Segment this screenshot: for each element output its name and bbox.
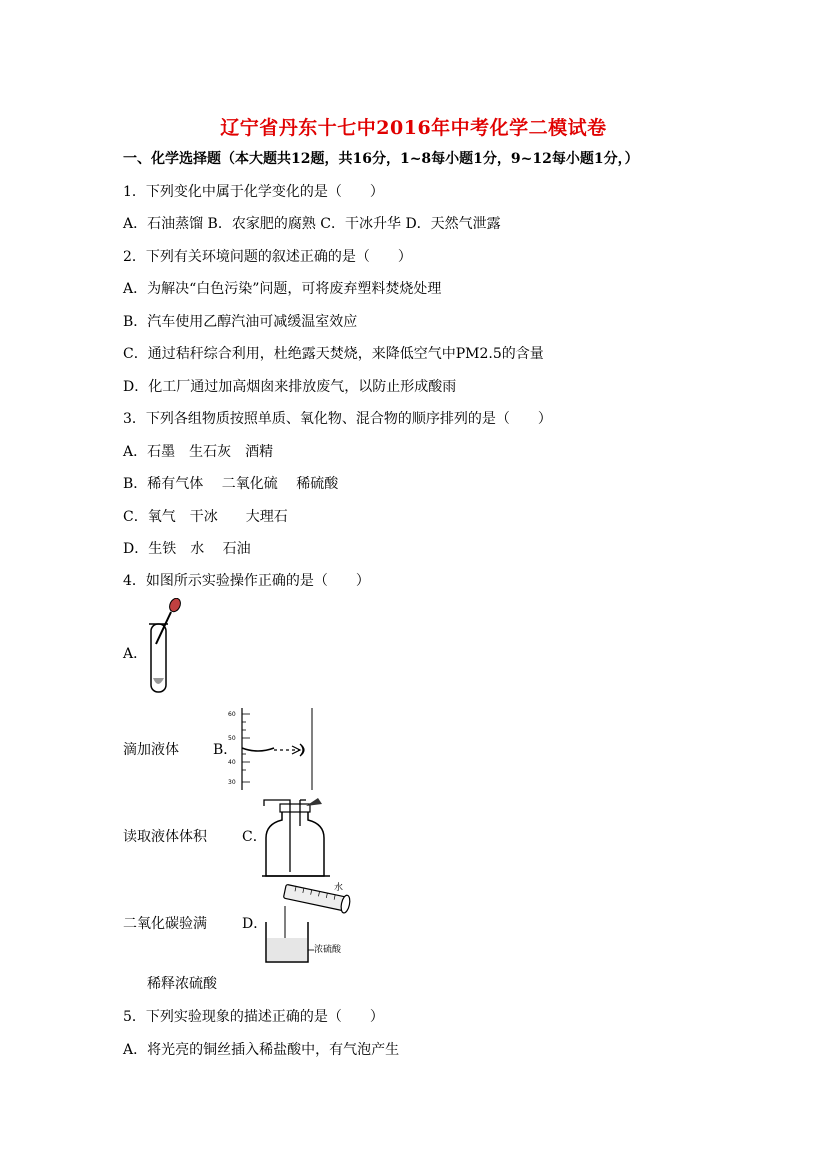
q4-option-a-label: A． xyxy=(123,646,148,662)
q3-option-a: A．石墨 生石灰 酒精 xyxy=(123,444,274,460)
acid-label: 浓硫酸 xyxy=(314,945,342,955)
q3-stem: 3．下列各组物质按照单质、氧化物、混合物的顺序排列的是（ ） xyxy=(123,411,552,427)
q2-option-b: B．汽车使用乙醇汽油可减缓温室效应 xyxy=(123,314,358,330)
q3-option-b: B．稀有气体 二氧化硫 稀硫酸 xyxy=(123,476,339,492)
q4-option-c-caption: 二氧化碳验满 xyxy=(123,916,207,932)
q5-option-a: A．将光亮的铜丝插入稀盐酸中，有气泡产生 xyxy=(123,1042,400,1058)
q4-option-a-caption: 滴加液体 xyxy=(123,742,179,758)
q4-option-b-label: B． xyxy=(213,742,238,758)
q1-options: A．石油蒸馏 B．农家肥的腐熟 C．干冰升华 D．天然气泄露 xyxy=(123,216,501,232)
q4-option-c-label: C． xyxy=(242,829,267,845)
cylinder-tick-30: 30 xyxy=(228,779,236,786)
q3-option-d: D．生铁 水 石油 xyxy=(123,541,251,557)
water-label: 水 xyxy=(334,883,344,893)
q5-stem: 5．下列实验现象的描述正确的是（ ） xyxy=(123,1009,384,1025)
q4-option-d-label: D． xyxy=(242,916,268,932)
q4-option-b-caption: 读取液体体积 xyxy=(123,829,207,845)
cylinder-tick-50: 50 xyxy=(228,735,236,742)
co2-bottle-figure xyxy=(262,796,332,878)
q2-option-c: C．通过秸秆综合利用，杜绝露天焚烧，来降低空气中PM2.5的含量 xyxy=(123,346,544,362)
q2-option-a: A．为解决“白色污染”问题，可将废弃塑料焚烧处理 xyxy=(123,281,442,297)
dropper-test-tube-figure xyxy=(145,598,190,696)
q1-stem: 1．下列变化中属于化学变化的是（ ） xyxy=(123,184,384,200)
q3-option-c: C．氧气 干冰 大理石 xyxy=(123,509,288,525)
q4-option-d-caption: 稀释浓硫酸 xyxy=(147,976,217,992)
dilute-sulfuric-acid-figure xyxy=(262,880,354,966)
cylinder-tick-60: 60 xyxy=(228,711,236,718)
q4-stem: 4．如图所示实验操作正确的是（ ） xyxy=(123,573,370,589)
graduated-cylinder-reading-figure xyxy=(228,706,318,792)
exam-title: 辽宁省丹东十七中2016年中考化学二模试卷 xyxy=(220,117,607,139)
section-heading: 一、化学选择题（本大题共12题，共16分，1~8每小题1分，9~12每小题1分，） xyxy=(123,151,639,167)
q2-stem: 2．下列有关环境问题的叙述正确的是（ ） xyxy=(123,249,412,265)
cylinder-tick-40: 40 xyxy=(228,759,236,766)
q2-option-d: D．化工厂通过加高烟囱来排放废气，以防止形成酸雨 xyxy=(123,379,457,395)
